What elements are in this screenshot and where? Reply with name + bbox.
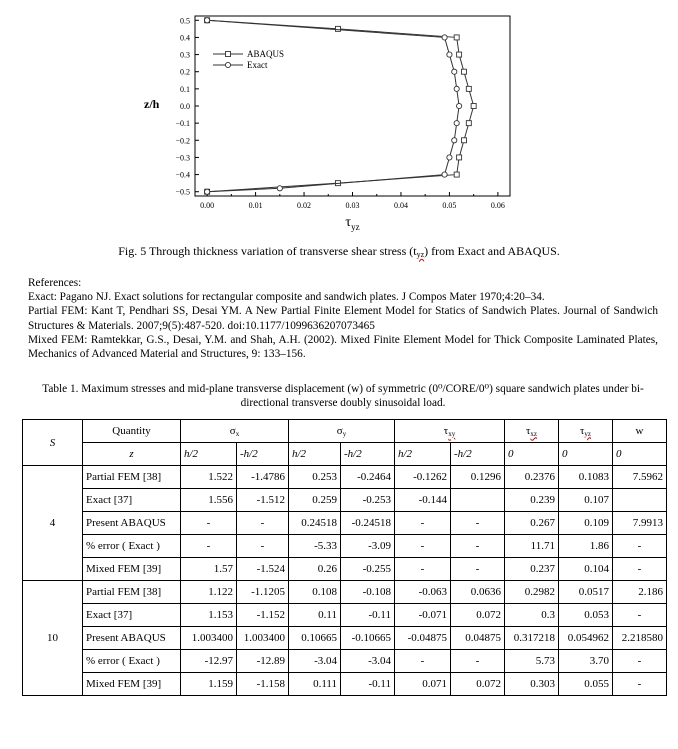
table-cell: 1.556 [181, 489, 237, 512]
table-cell: - [237, 535, 289, 558]
table-cell: 1.522 [181, 466, 237, 489]
table-cell: 0.04875 [451, 627, 505, 650]
table-cell: 0.2376 [505, 466, 559, 489]
table-row [23, 604, 667, 627]
table-cell: - [395, 650, 451, 673]
marker-abaqus [457, 52, 462, 57]
table-cell: 0.3 [505, 604, 559, 627]
table-cell: 0.072 [451, 673, 505, 696]
caption-before: Fig. 5 Through thickness variation of transverse shear stress ( [118, 244, 414, 258]
table-cell: -0.04875 [395, 627, 451, 650]
table-cell: 1.003400 [237, 627, 289, 650]
table-cell: - [395, 535, 451, 558]
marker-abaqus [466, 86, 471, 91]
column-subscript: y [342, 429, 347, 438]
z-value: h/2 [181, 443, 237, 466]
table-cell: 0.053 [559, 604, 613, 627]
column-subscript: x [235, 429, 240, 438]
table-cell: -1.158 [237, 673, 289, 696]
table-cell: - [395, 512, 451, 535]
stress-chart [140, 8, 520, 233]
table-cell: -3.09 [341, 535, 395, 558]
table-cell: -0.10665 [341, 627, 395, 650]
table-cell: 0.107 [559, 489, 613, 512]
marker-exact [447, 52, 452, 57]
quantity-label: Exact [37] [83, 489, 181, 512]
reference-exact: Exact: Pagano NJ. Exact solutions for rectangular composite and sandwich plates. J Compos Mater 1970;4:20–34. [28, 291, 545, 304]
s-value: 4 [23, 466, 83, 581]
marker-abaqus [466, 121, 471, 126]
table-cell: 11.71 [505, 535, 559, 558]
legend-label-exact: Exact [247, 60, 268, 70]
quantity-label: Present ABAQUS [83, 512, 181, 535]
table-cell: -0.071 [395, 604, 451, 627]
table-row [23, 489, 667, 512]
marker-abaqus [457, 155, 462, 160]
figure-caption [0, 244, 678, 259]
x-axis-label: $\tau_{yz}$ [345, 215, 360, 232]
x-tick-label: 0.06 [490, 201, 505, 210]
z-value: h/2 [395, 443, 451, 466]
series-line-abaqus [207, 20, 474, 191]
table-row [23, 466, 667, 489]
table-header-row [23, 420, 667, 443]
table-cell: 1.122 [181, 581, 237, 604]
table-cell: -0.108 [341, 581, 395, 604]
s-value: 10 [23, 581, 83, 696]
table-cell: 0.104 [559, 558, 613, 581]
column-group-header [395, 420, 505, 443]
table-cell: 1.159 [181, 673, 237, 696]
table-cell: - [451, 535, 505, 558]
z-value: -h/2 [237, 443, 289, 466]
caption-symbol: t [413, 244, 417, 258]
x-tick-label: 0.03 [345, 201, 360, 210]
table-cell: -12.97 [181, 650, 237, 673]
table-cell: - [613, 535, 667, 558]
table-cell: -3.04 [341, 650, 395, 673]
table-row [23, 535, 667, 558]
marker-exact [205, 189, 210, 194]
marker-exact [442, 35, 447, 40]
table-cell: 0.237 [505, 558, 559, 581]
marker-abaqus [461, 138, 466, 143]
results-table [22, 419, 667, 696]
marker-exact [447, 155, 452, 160]
marker-abaqus [454, 172, 459, 177]
table-cell: -0.063 [395, 581, 451, 604]
table-cell: - [613, 604, 667, 627]
table-cell: - [181, 512, 237, 535]
chart-svg [140, 8, 520, 233]
table-cell: -1.4786 [237, 466, 289, 489]
table-cell: -0.144 [395, 489, 451, 512]
quantity-label: % error ( Exact ) [83, 650, 181, 673]
table-cell: 0.0636 [451, 581, 505, 604]
references [28, 276, 658, 361]
table-cell: 0.259 [289, 489, 341, 512]
table-cell: -0.255 [341, 558, 395, 581]
x-tick-label: 0.04 [393, 201, 408, 210]
caption-sub: yz [416, 250, 425, 259]
column-group-header [289, 420, 395, 443]
table-cell: - [613, 673, 667, 696]
table-caption: Table 1. Maximum stresses and mid-plane transverse displacement (w) of symmetric (0⁰/CORE/0⁰) square sandwich plates under bi-directional transverse doubly sinusoidal load. [42, 383, 644, 409]
table-row [23, 650, 667, 673]
column-subscript: yz [584, 429, 592, 438]
table-cell: 1.57 [181, 558, 237, 581]
table-row [23, 673, 667, 696]
marker-exact [452, 69, 457, 74]
marker-abaqus [471, 104, 476, 109]
table-cell: 0.072 [451, 604, 505, 627]
table-cell: -0.11 [341, 673, 395, 696]
table-cell [451, 489, 505, 512]
table-cell: 0.055 [559, 673, 613, 696]
y-tick-label: −0.4 [175, 170, 190, 180]
column-symbol: σ [336, 424, 343, 437]
table-cell: -0.11 [341, 604, 395, 627]
table-cell: 0.071 [395, 673, 451, 696]
quantity-label: Exact [37] [83, 604, 181, 627]
column-group-header [613, 420, 667, 443]
quantity-label: Partial FEM [38] [83, 581, 181, 604]
table-cell: - [613, 650, 667, 673]
marker-abaqus [335, 26, 340, 31]
marker-abaqus [461, 69, 466, 74]
quantity-label: Present ABAQUS [83, 627, 181, 650]
y-tick-label: 0.0 [180, 102, 190, 111]
marker-exact [457, 103, 462, 108]
table-cell: -1.524 [237, 558, 289, 581]
quantity-label: Partial FEM [38] [83, 466, 181, 489]
x-tick-label: 0.00 [200, 201, 215, 210]
table-cell: 2.218580 [613, 627, 667, 650]
column-symbol: σ [229, 424, 236, 437]
table-cell: 0.11 [289, 604, 341, 627]
plot-frame [195, 16, 510, 196]
z-value: -h/2 [341, 443, 395, 466]
table-cell: -0.1262 [395, 466, 451, 489]
column-symbol: w [635, 425, 644, 437]
table-cell: -5.33 [289, 535, 341, 558]
table-cell: - [451, 558, 505, 581]
z-value: 0 [613, 443, 667, 466]
quantity-header: Quantity [83, 420, 181, 443]
column-group-header [505, 420, 559, 443]
column-group-header [181, 420, 289, 443]
y-tick-label: 0.2 [180, 67, 190, 77]
table-cell: 1.153 [181, 604, 237, 627]
table-cell: -12.89 [237, 650, 289, 673]
table-cell: 2.186 [613, 581, 667, 604]
quantity-label: % error ( Exact ) [83, 535, 181, 558]
y-tick-label: 0.5 [180, 16, 190, 26]
table-cell: - [451, 512, 505, 535]
table-cell: 0.10665 [289, 627, 341, 650]
table-cell: -0.253 [341, 489, 395, 512]
table-row [23, 558, 667, 581]
table-cell: 7.9913 [613, 512, 667, 535]
y-axis-label: z/h [144, 97, 160, 111]
table-cell: 1.003400 [181, 627, 237, 650]
marker-exact [452, 138, 457, 143]
table-row [23, 512, 667, 535]
y-tick-label: −0.5 [175, 187, 190, 197]
table-cell: 0.24518 [289, 512, 341, 535]
table-cell: -0.24518 [341, 512, 395, 535]
quantity-label: Mixed FEM [39] [83, 558, 181, 581]
table-cell: 3.70 [559, 650, 613, 673]
column-symbol: τ [526, 424, 531, 437]
table-cell: 5.73 [505, 650, 559, 673]
table-cell: -3.04 [289, 650, 341, 673]
table-cell: 0.109 [559, 512, 613, 535]
legend-marker-exact [225, 62, 230, 67]
marker-exact [454, 86, 459, 91]
table-cell: 0.1083 [559, 466, 613, 489]
table-cell: 0.253 [289, 466, 341, 489]
table-cell: 0.111 [289, 673, 341, 696]
table-cell: 0.0517 [559, 581, 613, 604]
x-tick-label: 0.05 [442, 201, 457, 210]
series-line-exact [207, 20, 459, 191]
marker-abaqus [454, 35, 459, 40]
y-tick-label: 0.3 [180, 50, 190, 60]
y-tick-label: 0.1 [180, 84, 190, 94]
table-cell: - [181, 535, 237, 558]
column-subscript: xz [530, 429, 538, 438]
table-cell: 0.267 [505, 512, 559, 535]
s-header: S [23, 420, 83, 466]
table-cell: 0.303 [505, 673, 559, 696]
z-value: -h/2 [451, 443, 505, 466]
table-cell: -1.152 [237, 604, 289, 627]
references-heading: References: [28, 277, 82, 289]
table-row [23, 627, 667, 650]
column-subscript: xy [448, 429, 456, 438]
reference-partial-fem: Partial FEM: Kant T, Pendhari SS, Desai YM. A New Partial Finite Element Model for Statics of Sandwich Plates. Journal of Sandwich Structures & Materials. 2007;9(5):487-520. doi:10.1177/1099636207073465 [28, 305, 658, 332]
column-symbol: τ [443, 424, 449, 437]
column-group-header [559, 420, 613, 443]
z-value: h/2 [289, 443, 341, 466]
marker-exact [454, 121, 459, 126]
y-tick-label: −0.2 [175, 136, 190, 146]
marker-exact [277, 186, 282, 191]
z-value: 0 [505, 443, 559, 466]
table-cell: 0.26 [289, 558, 341, 581]
x-tick-label: 0.02 [297, 201, 312, 210]
table-cell: 0.2982 [505, 581, 559, 604]
table-cell: 0.054962 [559, 627, 613, 650]
table-cell: 0.239 [505, 489, 559, 512]
table-row [23, 581, 667, 604]
z-value: 0 [559, 443, 613, 466]
table-cell: -1.1205 [237, 581, 289, 604]
table-cell: 7.5962 [613, 466, 667, 489]
table-cell: 1.86 [559, 535, 613, 558]
table-cell: 0.108 [289, 581, 341, 604]
table-cell: 0.1296 [451, 466, 505, 489]
legend-label-abaqus: ABAQUS [247, 49, 285, 59]
quantity-label: Mixed FEM [39] [83, 673, 181, 696]
table-cell: - [395, 558, 451, 581]
x-tick-label: 0.01 [248, 201, 263, 210]
marker-exact [442, 172, 447, 177]
table-cell: - [451, 650, 505, 673]
z-header: z [83, 443, 181, 466]
reference-mixed-fem: Mixed FEM: Ramtekkar, G.S., Desai, Y.M. and Shah, A.H. (2002). Mixed Finite Element Model for Thick Composite Laminated Plates, Mechanics of Advanced Material and Structures, 9: 133–156. [28, 333, 658, 361]
table-cell: - [613, 558, 667, 581]
y-tick-label: 0.4 [180, 33, 190, 43]
column-symbol: τ [580, 424, 585, 437]
table-cell: - [237, 512, 289, 535]
y-tick-label: −0.1 [175, 119, 190, 129]
table-cell: -0.2464 [341, 466, 395, 489]
caption-after: ) from Exact and ABAQUS. [424, 244, 560, 258]
y-tick-label: −0.3 [175, 153, 190, 163]
table-cell: -1.512 [237, 489, 289, 512]
table-cell [613, 489, 667, 512]
table-z-row [23, 443, 667, 466]
legend-marker-abaqus [226, 52, 231, 57]
table-cell: 0.317218 [505, 627, 559, 650]
marker-exact [205, 18, 210, 23]
